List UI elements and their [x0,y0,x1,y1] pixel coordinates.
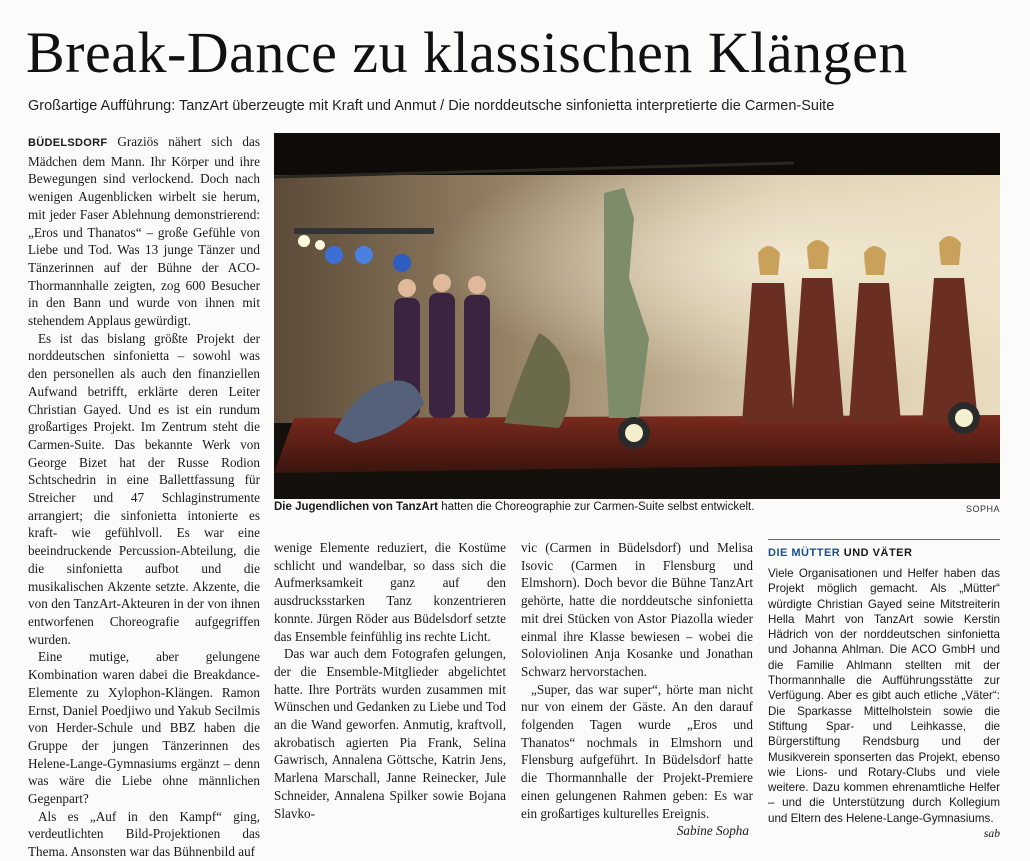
info-box-text [768,566,1000,841]
box-body: Viele Organisationen und Helfer haben das Projekt möglich gemacht. Als „Mütter“ würdigte Christian Gayed seine Mitstreiterin Hella Mahrt von TanzArt sowie Kerstin Hädrich von der norddeutschen sinfonietta und Johanna Ahlman. Die ACO GmbH und die Familie Ahlmann stellten mit der Thormannhalle die Aufführungsstätte zur Verfügung. Aber es gibt auch etliche „Väter“: Die Sparkasse Mittelholstein sowie die Stiftung Spar- und Leihkasse, die Bürgerstiftung Rendsburg und der Musikverein sponserten das Projekt, ebenso wie Lions- und Rotary-Clubs und viele weitere. Dazu kommen ehrenamtliche Helfer – und die Unterstützung durch Kollegium und Eltern des Helene-Lange-Gymnasiums. [768,567,1000,825]
stage-photo [274,133,1000,499]
lead-paragraph [28,133,260,330]
article-column-3 [521,539,753,840]
paragraph: Eine mutige, aber gelungene Kombination waren dabei die Breakdance-Elemente zu Xylophon-Klängen. Ramon Ernst, Daniel Poedjiwo und Yakub Secilmis von Herder-Schule und BBZ haben die Gruppe der jungen Tänzerinnen des Helene-Lange-Gymnasiums ergänzt – denn was wäre die Liebe ohne männlichen Gegenpart? [28,649,260,807]
paragraph: Als es „Auf in den Kampf“ ging, verdeutlichten Bild-Projektionen das Thema. Ansonsten war das Bühnenbild auf [28,808,260,860]
paragraph: Das war auch dem Fotografen gelungen, der die Ensemble-Mitglieder abgelichtet hatte. Ihre Porträts wurden zusammen mit Wünschen und Gedanken zu Liebe und Tod an die Wand geworfen. Anmutig, kraftvoll, akrobatisch agierten Pia Frank, Selina Gawrisch, Annalena Göttsche, Katrin Jens, Marlena Marschall, Janne Reinecker, Jule Schneider, Annalena Spilker sowie Bojana Slavko- [274,646,506,821]
dance-performance-image [274,133,1000,499]
paragraph: Es ist das bislang größte Projekt der norddeutschen sinfonietta – sowohl was den personellen als auch den finanziellen Aufwand betrifft, erklärte deren Leiter Christian Gayed. Und es ist ein rundum großartiges Projekt. Im Zentrum steht die Carmen-Suite. Das bekannte Werk von George Bizet hat der Russe Rodion Schtschedrin in eine Ballettfassung für Streicher und 47 Schlaginstrumente arrangiert; die sinfonietta intonierte es kraft- wie gefühlvoll. Es war eine beeindruckende Percussion-Abteilung, die die sinfonietta aufbot und die musikalischen Akzente setzte. Akzente, die von den TanzArt-Akteuren in der von ihnen entworfenen Choreografie aufgegriffen wurden. [28,330,260,647]
dateline: BÜDELSDORF [28,137,108,149]
photo-caption [274,500,1000,514]
heading-accent: DIE MÜTTER [768,547,841,559]
headline: Break-Dance zu klassischen Klängen [26,20,908,85]
photo-credit: SOPHA [965,504,1000,514]
info-box-heading [768,547,1000,559]
caption-lead: Die Jugendlichen von TanzArt [274,501,438,513]
paragraph-text: „Super, das war super“, hörte man nicht nur von einem der Gäste. An den darauf folgenden Tagen wurde „Eros und Thanatos“ nochmals in Elmshorn und Flensburg aufgeführt. In Büdelsdorf hatte die Thormannhalle der Projekt-Premiere einen gelungenen Rahmen geben: Es war ein großartiges kulturelles Ereignis. [521,681,753,821]
box-signature: sab [983,827,1000,841]
paragraph: vic (Carmen in Büdelsdorf) und Melisa Isovic (Carmen in Flensburg und Elmshorn). Doch bevor die Bühne TanzArt gehörte, hatte die norddeutsche sinfonietta mit drei Stücken von Astor Piazolla wieder einmal ihre Klasse bewiesen – wobei die Soloviolinen Anja Kosanke und Jonathan Schwarz hervorstachen. [521,540,753,679]
paragraph: wenige Elemente reduziert, die Kostüme schlicht und wandelbar, so dass sich die Aufmerksamkeit ganz auf den ausdrucksstarken Tanz konzentrieren konnte. Jürgen Röder aus Büdelsdorf setzte das Ensemble feinfühlig ins rechte Licht. [274,540,506,644]
heading-rest: UND VÄTER [840,547,913,559]
subheadline: Großartige Aufführung: TanzArt überzeugte mit Kraft und Anmut / Die norddeutsche sinfonietta interpretierte die Carmen-Suite [28,98,835,114]
box-divider [768,539,1000,540]
article-column-1 [28,133,260,861]
author-byline: Sabine Sopha [676,823,749,839]
article-column-2 [274,539,506,822]
caption-text: hatten die Choreographie zur Carmen-Suite selbst entwickelt. [438,501,755,513]
lead-text: Graziös nähert sich das Mädchen dem Mann. Ihr Körper und ihre Bewegungen sind verlockend. Doch nach wenigen Augenblicken wirbelt sie herum, mit jeder Faser Ablehnung demonstrierend: „Eros und Thanatos“ – große Gefühle von Liebe und Tod. Was 13 junge Tänzer und Tänzerinnen auf der Bühne der ACO-Thormannhalle zeigten, zog 600 Besucher in den Bann und wurde von ihnen mit stehendem Applaus gewürdigt. [28,134,260,329]
paragraph [521,681,753,839]
